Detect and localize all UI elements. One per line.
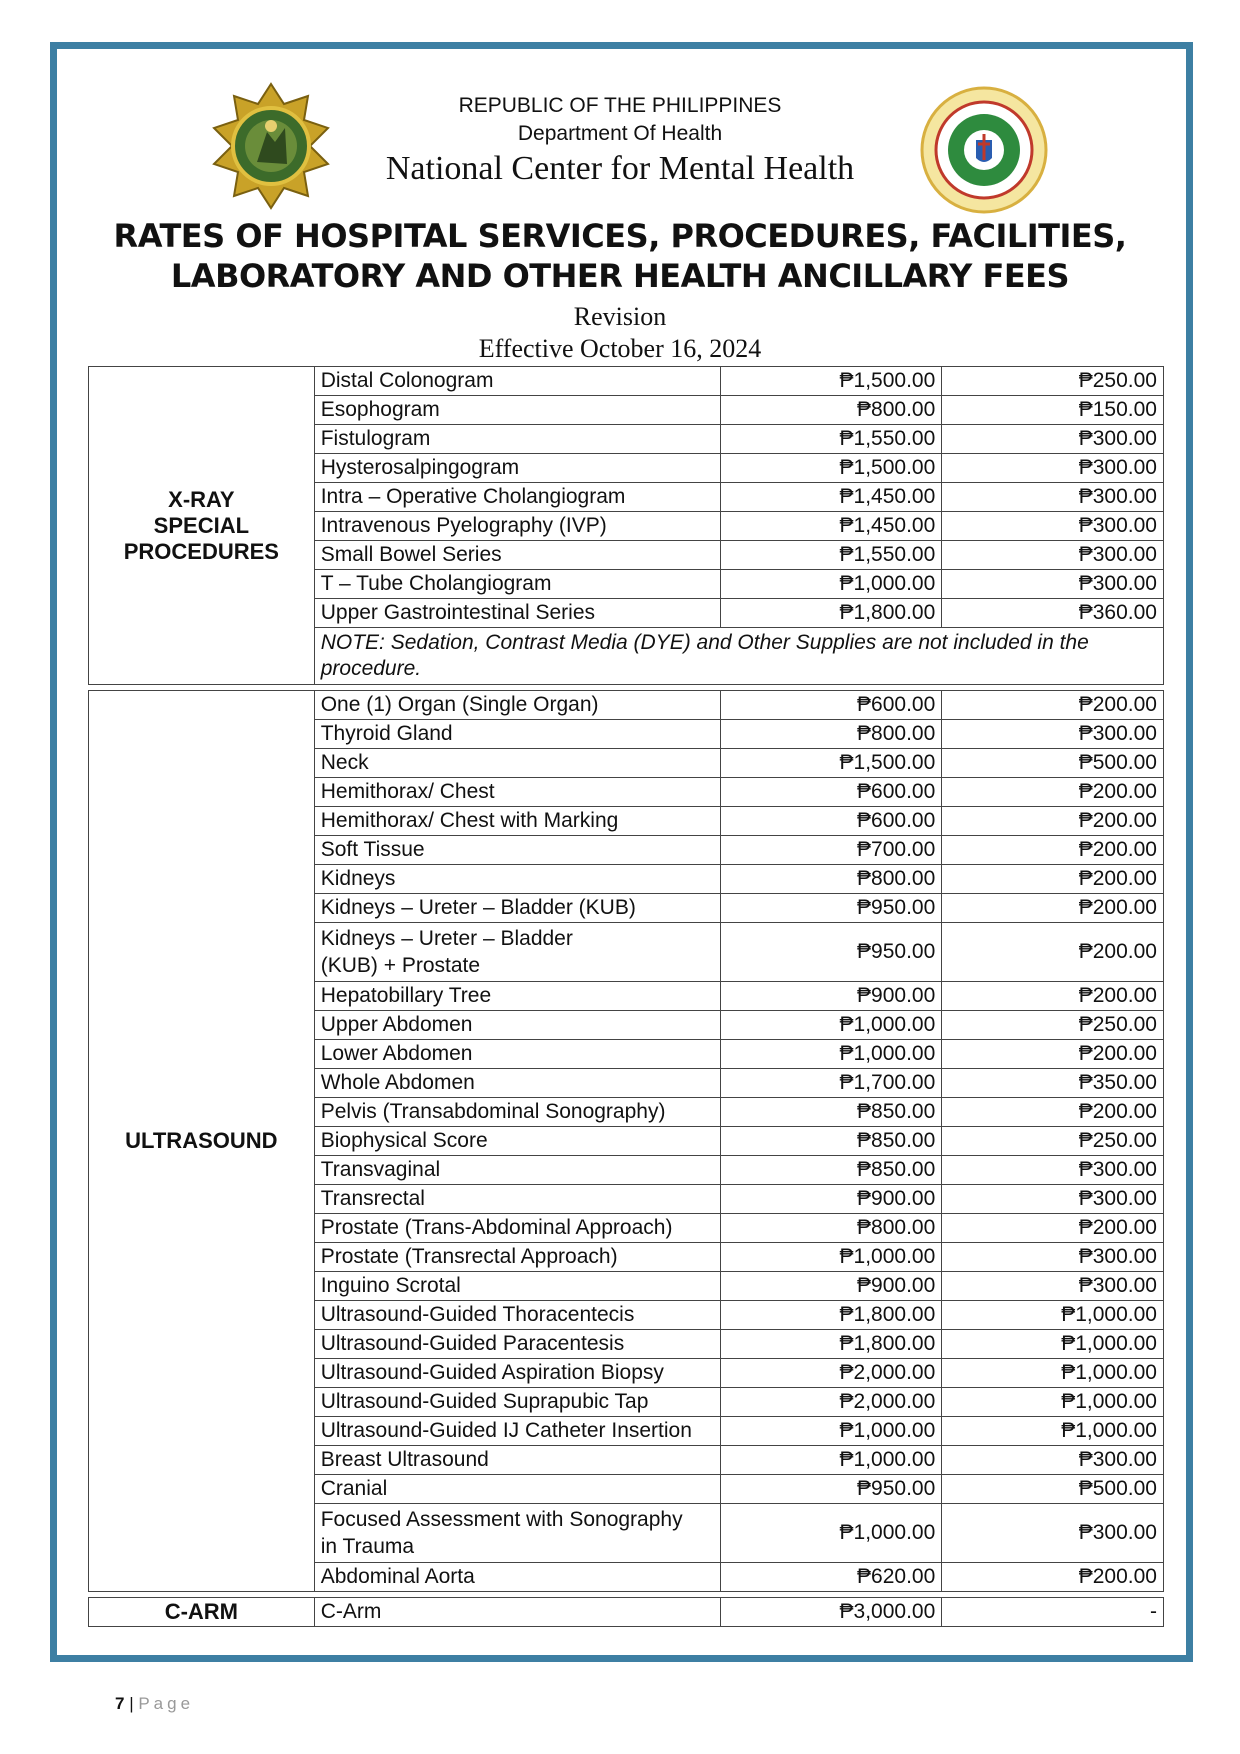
service-rate: ₱1,000.00 [720,1417,942,1446]
service-rate: ₱900.00 [720,982,942,1011]
service-rate: ₱1,000.00 [720,1504,942,1563]
service-rate: ₱850.00 [720,1156,942,1185]
service-rate: ₱800.00 [720,720,942,749]
service-name: One (1) Organ (Single Organ) [314,691,720,720]
service-rate: ₱900.00 [720,1272,942,1301]
service-fee: ₱300.00 [942,454,1164,483]
service-fee: ₱1,000.00 [942,1388,1164,1417]
service-fee: ₱300.00 [942,1504,1164,1563]
header-department: Department Of Health [517,122,723,145]
service-name: Intra – Operative Cholangiogram [314,483,720,512]
service-fee: ₱300.00 [942,1185,1164,1214]
service-name: Lower Abdomen [314,1040,720,1069]
service-name: Soft Tissue [314,836,720,865]
service-name: Kidneys – Ureter – Bladder (KUB) + Prostate [314,923,720,982]
service-fee: ₱350.00 [942,1069,1164,1098]
service-rate: ₱850.00 [720,1098,942,1127]
service-name: Transrectal [314,1185,720,1214]
page-number: 7 [115,1694,125,1713]
service-name: Whole Abdomen [314,1069,720,1098]
service-name: Cranial [314,1475,720,1504]
table-row [89,691,1164,720]
table-row [89,367,1164,396]
service-fee: ₱1,000.00 [942,1301,1164,1330]
service-rate: ₱2,000.00 [720,1388,942,1417]
doh-seal-icon [920,86,1048,214]
service-name: T – Tube Cholangiogram [314,570,720,599]
service-name: Esophogram [314,396,720,425]
service-name: Hemithorax/ Chest with Marking [314,807,720,836]
service-fee: ₱500.00 [942,1475,1164,1504]
effective-date: Effective October 16, 2024 [478,334,762,363]
service-rate: ₱950.00 [720,1475,942,1504]
service-name: Inguino Scrotal [314,1272,720,1301]
service-fee: ₱200.00 [942,923,1164,982]
page-footer [115,1694,194,1714]
service-rate: ₱600.00 [720,691,942,720]
service-fee: ₱200.00 [942,691,1164,720]
service-name: Hysterosalpingogram [314,454,720,483]
note-text: NOTE: Sedation, Contrast Media (DYE) and Other Supplies are not included in the procedure. [314,628,1163,685]
category-cell: ULTRASOUND [89,691,315,1592]
title-line-2: LABORATORY AND OTHER HEALTH ANCILLARY FEES [170,257,1070,295]
service-fee: - [942,1598,1164,1627]
service-fee: ₱1,000.00 [942,1359,1164,1388]
service-fee: ₱300.00 [942,483,1164,512]
service-fee: ₱200.00 [942,865,1164,894]
service-name: Abdominal Aorta [314,1563,720,1592]
service-rate: ₱1,800.00 [720,599,942,628]
service-rate: ₱700.00 [720,836,942,865]
service-fee: ₱300.00 [942,425,1164,454]
service-name: Ultrasound-Guided Aspiration Biopsy [314,1359,720,1388]
service-fee: ₱300.00 [942,720,1164,749]
service-rate: ₱1,500.00 [720,367,942,396]
page-label: Page [138,1694,195,1713]
service-fee: ₱300.00 [942,1446,1164,1475]
category-cell: X-RAY SPECIAL PROCEDURES [89,367,315,685]
service-rate: ₱1,000.00 [720,1011,942,1040]
service-rate: ₱600.00 [720,778,942,807]
service-rate: ₱1,550.00 [720,541,942,570]
service-fee: ₱300.00 [942,512,1164,541]
service-rate: ₱800.00 [720,396,942,425]
service-rate: ₱1,800.00 [720,1330,942,1359]
header-republic: REPUBLIC OF THE PHILIPPINES [458,94,782,117]
service-fee: ₱200.00 [942,894,1164,923]
service-name: Focused Assessment with Sonography in Trauma [314,1504,720,1563]
service-rate: ₱3,000.00 [720,1598,942,1627]
service-fee: ₱1,000.00 [942,1417,1164,1446]
category-cell: C-ARM [89,1598,315,1627]
service-fee: ₱300.00 [942,1272,1164,1301]
service-rate: ₱850.00 [720,1127,942,1156]
service-fee: ₱360.00 [942,599,1164,628]
service-name: Kidneys [314,865,720,894]
service-rate: ₱1,800.00 [720,1301,942,1330]
title-line-1: RATES OF HOSPITAL SERVICES, PROCEDURES, FACILITIES, [113,217,1127,255]
service-fee: ₱200.00 [942,1214,1164,1243]
service-name: Thyroid Gland [314,720,720,749]
service-fee: ₱250.00 [942,367,1164,396]
service-fee: ₱200.00 [942,1098,1164,1127]
header-center: National Center for Mental Health [385,150,855,187]
service-fee: ₱200.00 [942,1040,1164,1069]
service-rate: ₱2,000.00 [720,1359,942,1388]
service-rate: ₱900.00 [720,1185,942,1214]
service-rate: ₱620.00 [720,1563,942,1592]
service-fee: ₱200.00 [942,836,1164,865]
service-rate: ₱950.00 [720,923,942,982]
service-fee: ₱300.00 [942,1243,1164,1272]
footer-separator: | [129,1694,139,1713]
service-rate: ₱800.00 [720,1214,942,1243]
service-name: Upper Abdomen [314,1011,720,1040]
table-row [89,1598,1164,1627]
service-fee: ₱300.00 [942,1156,1164,1185]
service-rate: ₱1,450.00 [720,512,942,541]
service-fee: ₱200.00 [942,778,1164,807]
service-name: Neck [314,749,720,778]
service-name: Fistulogram [314,425,720,454]
service-name: Transvaginal [314,1156,720,1185]
service-fee: ₱250.00 [942,1011,1164,1040]
service-fee: ₱200.00 [942,982,1164,1011]
service-rate: ₱800.00 [720,865,942,894]
service-rate: ₱1,000.00 [720,1446,942,1475]
service-name: Ultrasound-Guided Thoracentecis [314,1301,720,1330]
ncmh-seal-icon [212,82,330,210]
service-name: Ultrasound-Guided Paracentesis [314,1330,720,1359]
service-rate: ₱1,450.00 [720,483,942,512]
service-rate: ₱1,500.00 [720,749,942,778]
service-name: Intravenous Pyelography (IVP) [314,512,720,541]
service-name: Hepatobillary Tree [314,982,720,1011]
service-rate: ₱1,000.00 [720,1243,942,1272]
service-rate: ₱1,000.00 [720,1040,942,1069]
revision-label: Revision [573,302,667,331]
service-fee: ₱250.00 [942,1127,1164,1156]
service-name: Prostate (Trans-Abdominal Approach) [314,1214,720,1243]
service-fee: ₱300.00 [942,541,1164,570]
service-rate: ₱950.00 [720,894,942,923]
service-name: Distal Colonogram [314,367,720,396]
service-name: Biophysical Score [314,1127,720,1156]
service-rate: ₱1,500.00 [720,454,942,483]
service-name: Small Bowel Series [314,541,720,570]
service-name: Upper Gastrointestinal Series [314,599,720,628]
service-rate: ₱1,700.00 [720,1069,942,1098]
service-name: Breast Ultrasound [314,1446,720,1475]
service-fee: ₱1,000.00 [942,1330,1164,1359]
service-name: Pelvis (Transabdominal Sonography) [314,1098,720,1127]
service-fee: ₱500.00 [942,749,1164,778]
service-fee: ₱200.00 [942,1563,1164,1592]
service-fee: ₱300.00 [942,570,1164,599]
service-name: Ultrasound-Guided Suprapubic Tap [314,1388,720,1417]
service-fee: ₱150.00 [942,396,1164,425]
service-name: Hemithorax/ Chest [314,778,720,807]
service-name: Kidneys – Ureter – Bladder (KUB) [314,894,720,923]
service-rate: ₱1,550.00 [720,425,942,454]
page-title [60,216,1180,296]
service-fee: ₱200.00 [942,807,1164,836]
service-name: C-Arm [314,1598,720,1627]
rates-table [88,366,1164,1627]
service-name: Prostate (Transrectal Approach) [314,1243,720,1272]
service-name: Ultrasound-Guided IJ Catheter Insertion [314,1417,720,1446]
service-rate: ₱1,000.00 [720,570,942,599]
service-rate: ₱600.00 [720,807,942,836]
